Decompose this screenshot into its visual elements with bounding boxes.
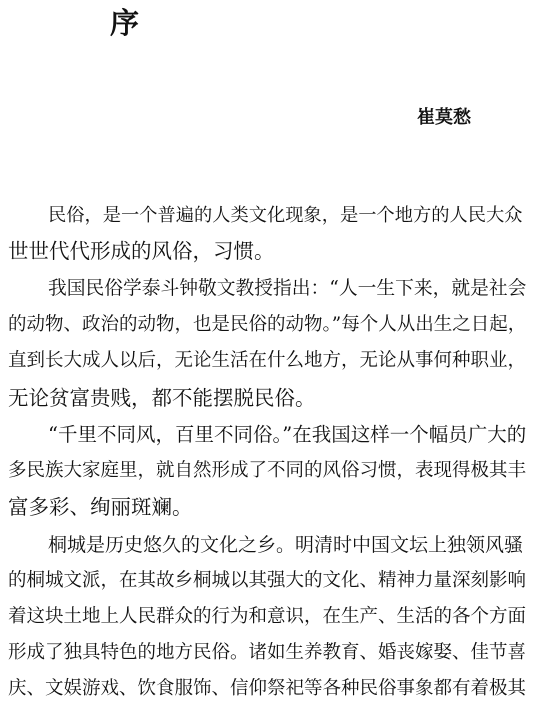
paragraph-line: 富多彩、绚丽斑斓。 [8, 495, 193, 519]
page-title: 序 [110, 6, 140, 40]
paragraph-line: 民俗，是一个普遍的人类文化现象，是一个地方的人民大众 [48, 205, 523, 226]
paragraph-line: 的动物、政治的动物，也是民俗的动物。”每个人从出生之日起， [8, 314, 527, 335]
paragraph-line: 无论贫富贵贱，都不能摆脱民俗。 [8, 386, 316, 410]
paragraph-line: “千里不同风，百里不同俗。”在我国这样一个幅员广大的 [48, 423, 527, 446]
paragraph-line: 的桐城文派，在其故乡桐城以其强大的文化、精神力量深刻影响 [8, 570, 527, 591]
paragraph-line: 桐城是历史悠久的文化之乡。明清时中国文坛上独领风骚 [48, 534, 524, 556]
paragraph-line: 多民族大家庭里，就自然形成了不同的风俗习惯，表现得极其丰 [8, 460, 527, 481]
paragraph-line: 世世代代形成的风俗，习惯。 [8, 239, 275, 263]
paragraph-line: 庆、文娱游戏、饮食服饰、信仰祭祀等各种民俗事象都有着极其 [8, 678, 527, 699]
paragraph-line: 着这块土地上人民群众的行为和意识，在生产、生活的各个方面 [8, 606, 527, 627]
paragraph-line: 直到长大成人以后，无论生活在什么地方，无论从事何种职业， [8, 350, 527, 371]
paragraph-line: 我国民俗学泰斗钟敬文教授指出：“人一生下来，就是社会 [48, 278, 527, 299]
paragraph-line: 形成了独具特色的地方民俗。诸如生养教育、婚丧嫁娶、佳节喜 [8, 642, 527, 663]
author-name: 崔莫愁 [417, 107, 471, 128]
